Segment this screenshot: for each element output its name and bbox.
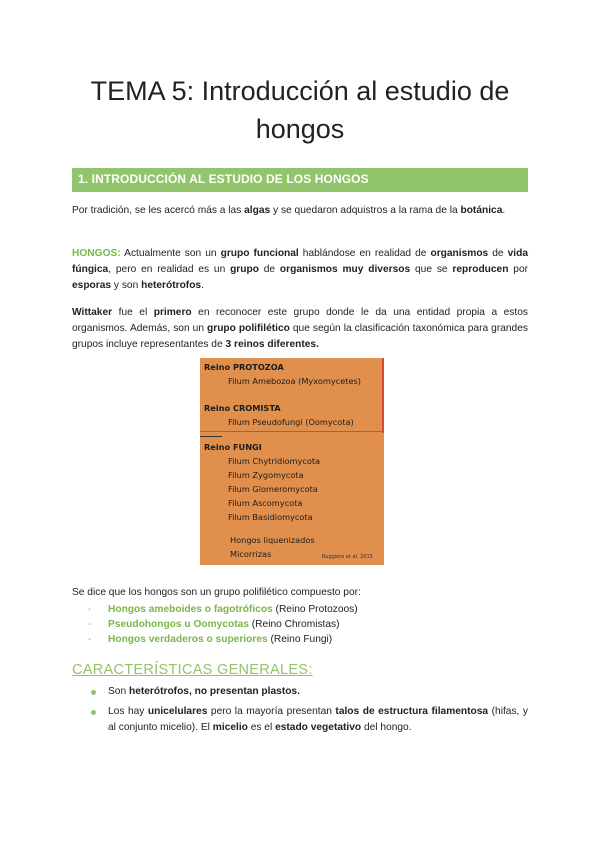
bold-run: unicelulares — [147, 706, 208, 717]
figure-red-border — [382, 358, 384, 433]
text-run: (hifas, y al conjunto micelio). El — [108, 706, 528, 733]
subheading-caracteristicas: CARACTERÍSTICAS GENERALES: — [72, 662, 313, 678]
text-run: Son — [108, 686, 129, 697]
text-run: fue el — [112, 307, 154, 318]
bullet-item — [88, 704, 528, 736]
list-item — [88, 617, 528, 632]
reino-fungi: Reino FUNGI — [204, 442, 262, 452]
paragraph-hongos — [72, 246, 528, 294]
hongos-liquenizados: Hongos liquenizados — [230, 535, 315, 545]
figure-divider — [200, 431, 384, 432]
bold-run: organismos — [430, 248, 489, 259]
text-run: . — [201, 280, 204, 291]
section-header-text: 1. INTRODUCCIÓN AL ESTUDIO DE LOS HONGOS — [78, 172, 369, 186]
text-run: y son — [111, 280, 142, 291]
filum-item: Filum Ascomycota — [228, 498, 303, 508]
list-item-green: Hongos ameboides o fagotróficos — [108, 604, 273, 615]
kingdoms-figure — [200, 358, 384, 565]
filum-amebozoa: Filum Amebozoa (Myxomycetes) — [228, 376, 361, 386]
text-run: Los hay — [108, 706, 148, 717]
text-run: . — [502, 205, 506, 216]
figure-citation: Ruggiero et al. 2015 — [322, 554, 373, 560]
paragraph-tradicion — [72, 203, 528, 219]
bold-run: vida fúngica — [72, 248, 529, 275]
bold-run: organismos muy diversos — [279, 264, 411, 275]
text-run: por — [508, 264, 529, 275]
bold-run: grupo polifilético — [207, 323, 290, 334]
figure-dash — [200, 436, 222, 437]
bold-run: grupo — [230, 264, 259, 275]
text-run: pero la mayoría presentan — [207, 706, 336, 717]
list-item — [88, 602, 528, 617]
text-run: de — [258, 264, 280, 275]
paragraph-polifiletico: Se dice que los hongos son un grupo polifilético compuesto por: — [72, 587, 361, 598]
bold-run: 3 reinos diferentes. — [225, 339, 319, 350]
bullet-item — [88, 684, 528, 700]
bold-run: Wittaker — [72, 307, 113, 318]
text-run: hablándose en realidad de — [298, 248, 431, 259]
bold-run: heterótrofos — [128, 686, 189, 697]
text-run: del hongo. — [361, 722, 412, 733]
list-item-green: Hongos verdaderos o superiores — [108, 634, 268, 645]
bold-run: , — [188, 686, 195, 697]
filum-item: Filum Zygomycota — [228, 470, 304, 480]
bold-run: esporas — [72, 280, 112, 291]
bold-run: grupo funcional — [220, 248, 299, 259]
bold-run: algas — [244, 205, 271, 216]
filum-item: Filum Basidiomycota — [228, 512, 313, 522]
reino-protozoa: Reino PROTOZOA — [204, 362, 284, 372]
dash-marker: - — [88, 604, 92, 615]
paragraph-wittaker — [72, 305, 528, 353]
page-title: TEMA 5: Introducción al estudio de hongos — [90, 76, 510, 144]
text-run: es el — [247, 722, 276, 733]
text-run: , pero en realidad es un — [108, 264, 231, 275]
bold-run: primero — [153, 307, 192, 318]
filum-pseudofungi: Filum Pseudofungi (Oomycota) — [228, 417, 354, 427]
dash-marker: - — [88, 619, 92, 630]
filum-item: Filum Chytridiomycota — [228, 456, 321, 466]
kingdom-list — [88, 602, 528, 647]
bullet-dot-icon — [91, 690, 96, 695]
bold-run: reproducen — [452, 264, 509, 275]
bold-run: no presentan plastos. — [194, 686, 300, 697]
list-item-rest: (Reino Fungi) — [267, 634, 333, 645]
list-item-rest: (Reino Protozoos) — [272, 604, 358, 615]
hongos-label: HONGOS: — [72, 248, 121, 259]
micorrizas: Micorrizas — [230, 549, 272, 559]
bold-run: talos de estructura filamentosa — [335, 706, 489, 717]
text-run: que según la clasificación taxonómica para grandes grupos incluye representantes de — [72, 323, 528, 350]
list-item-green: Pseudohongos u Oomycotas — [108, 619, 249, 630]
text-run: que se — [410, 264, 453, 275]
section-header-bar — [72, 168, 528, 192]
characteristics-list — [88, 684, 528, 740]
text-run: en reconocer este grupo donde le da una entidad propia a estos organismos. Además, son un — [72, 307, 528, 334]
text-run: Actualmente son un — [120, 248, 221, 259]
list-item — [88, 632, 528, 647]
text-run: Por tradición, se les acercó más a las — [72, 205, 245, 216]
list-item-rest: (Reino Chromistas) — [248, 619, 340, 630]
reino-cromista: Reino CROMISTA — [204, 403, 281, 413]
filum-item: Filum Glomeromycota — [228, 484, 318, 494]
bullet-dot-icon — [91, 710, 96, 715]
dash-marker: - — [88, 634, 92, 645]
bold-run: botánica — [460, 205, 503, 216]
text-run: de — [488, 248, 508, 259]
bold-run: micelio — [212, 722, 248, 733]
text-run: y se quedaron adquistros a la rama de la — [270, 205, 461, 216]
bold-run: estado vegetativo — [275, 722, 362, 733]
bold-run: heterótrofos — [141, 280, 202, 291]
